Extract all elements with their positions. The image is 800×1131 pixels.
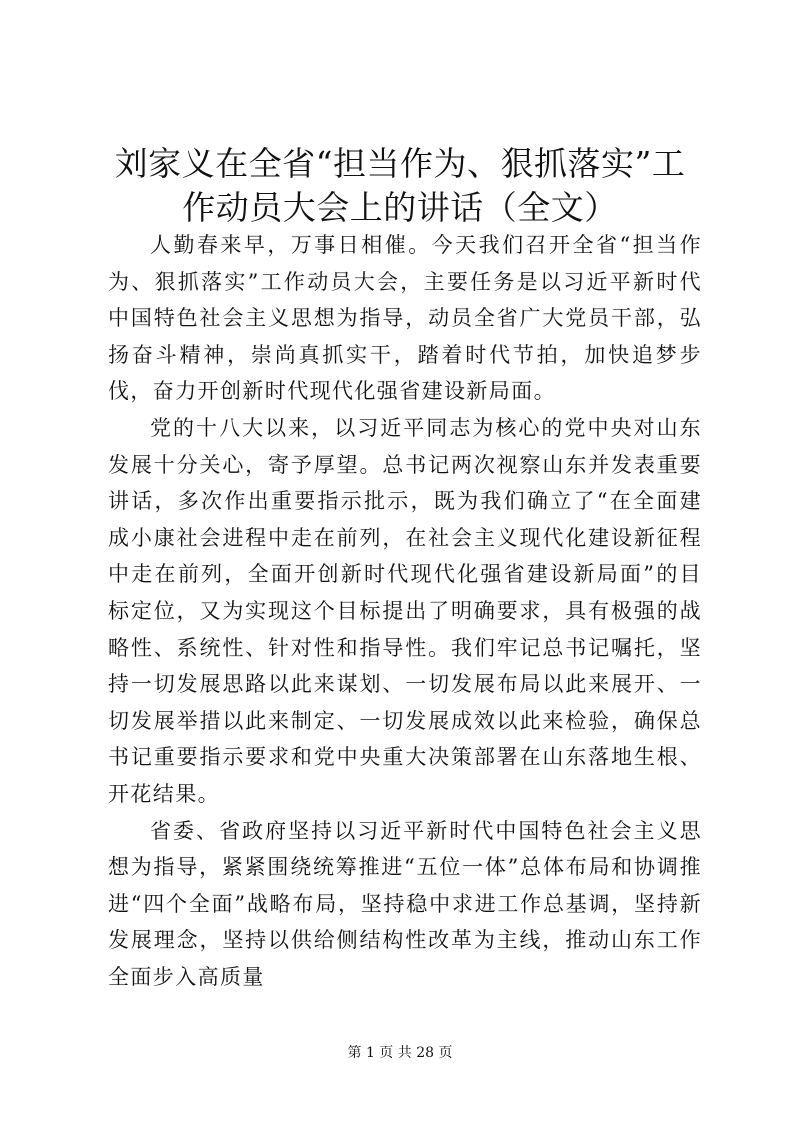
page-footer: 第 1 页 共 28 页: [347, 1045, 453, 1061]
paragraph-2: 党的十八大以来，以习近平同志为核心的党中央对山东发展十分关心，寄予厚望。总书记两次视察山东并发表重要讲话，多次作出重要指示批示，既为我们确立了“在全面建成小康社会进程中走在前列，在社会主义现代化建设新征程中走在前列，全面开创新时代现代化强省建设新局面”的目标定位，又为实现这个目标提出了明确要求，具有极强的战略性、系统性、针对性和指导性。我们牢记总书记嘱托，坚持一切发展思路以此来谋划、一切发展布局以此来展开、一切发展举措以此来制定、一切发展成效以此来检验，确保总书记重要指示要求和党中央重大决策部署在山东落地生根、开花结果。: [108, 415, 702, 806]
document-body: [108, 227, 702, 995]
paragraph-1: 人勤春来早，万事日相催。今天我们召开全省“担当作为、狠抓落实”工作动员大会，主要任务是以习近平新时代中国特色社会主义思想为指导，动员全省广大党员干部，弘扬奋斗精神，崇尚真抓实干，踏着时代节拍，加快追梦步伐，奋力开创新时代现代化强省建设新局面。: [108, 233, 702, 404]
document-title: 刘家义在全省“担当作为、狠抓落实”工作动员大会上的讲话（全文）: [114, 144, 686, 227]
paragraph-3: 省委、省政府坚持以习近平新时代中国特色社会主义思想为指导，紧紧围绕统筹推进“五位一体”总体布局和协调推进“四个全面”战略布局，坚持稳中求进工作总基调，坚持新发展理念，坚持以供给侧结构性改革为主线，推动山东工作全面步入高质量: [108, 818, 702, 989]
